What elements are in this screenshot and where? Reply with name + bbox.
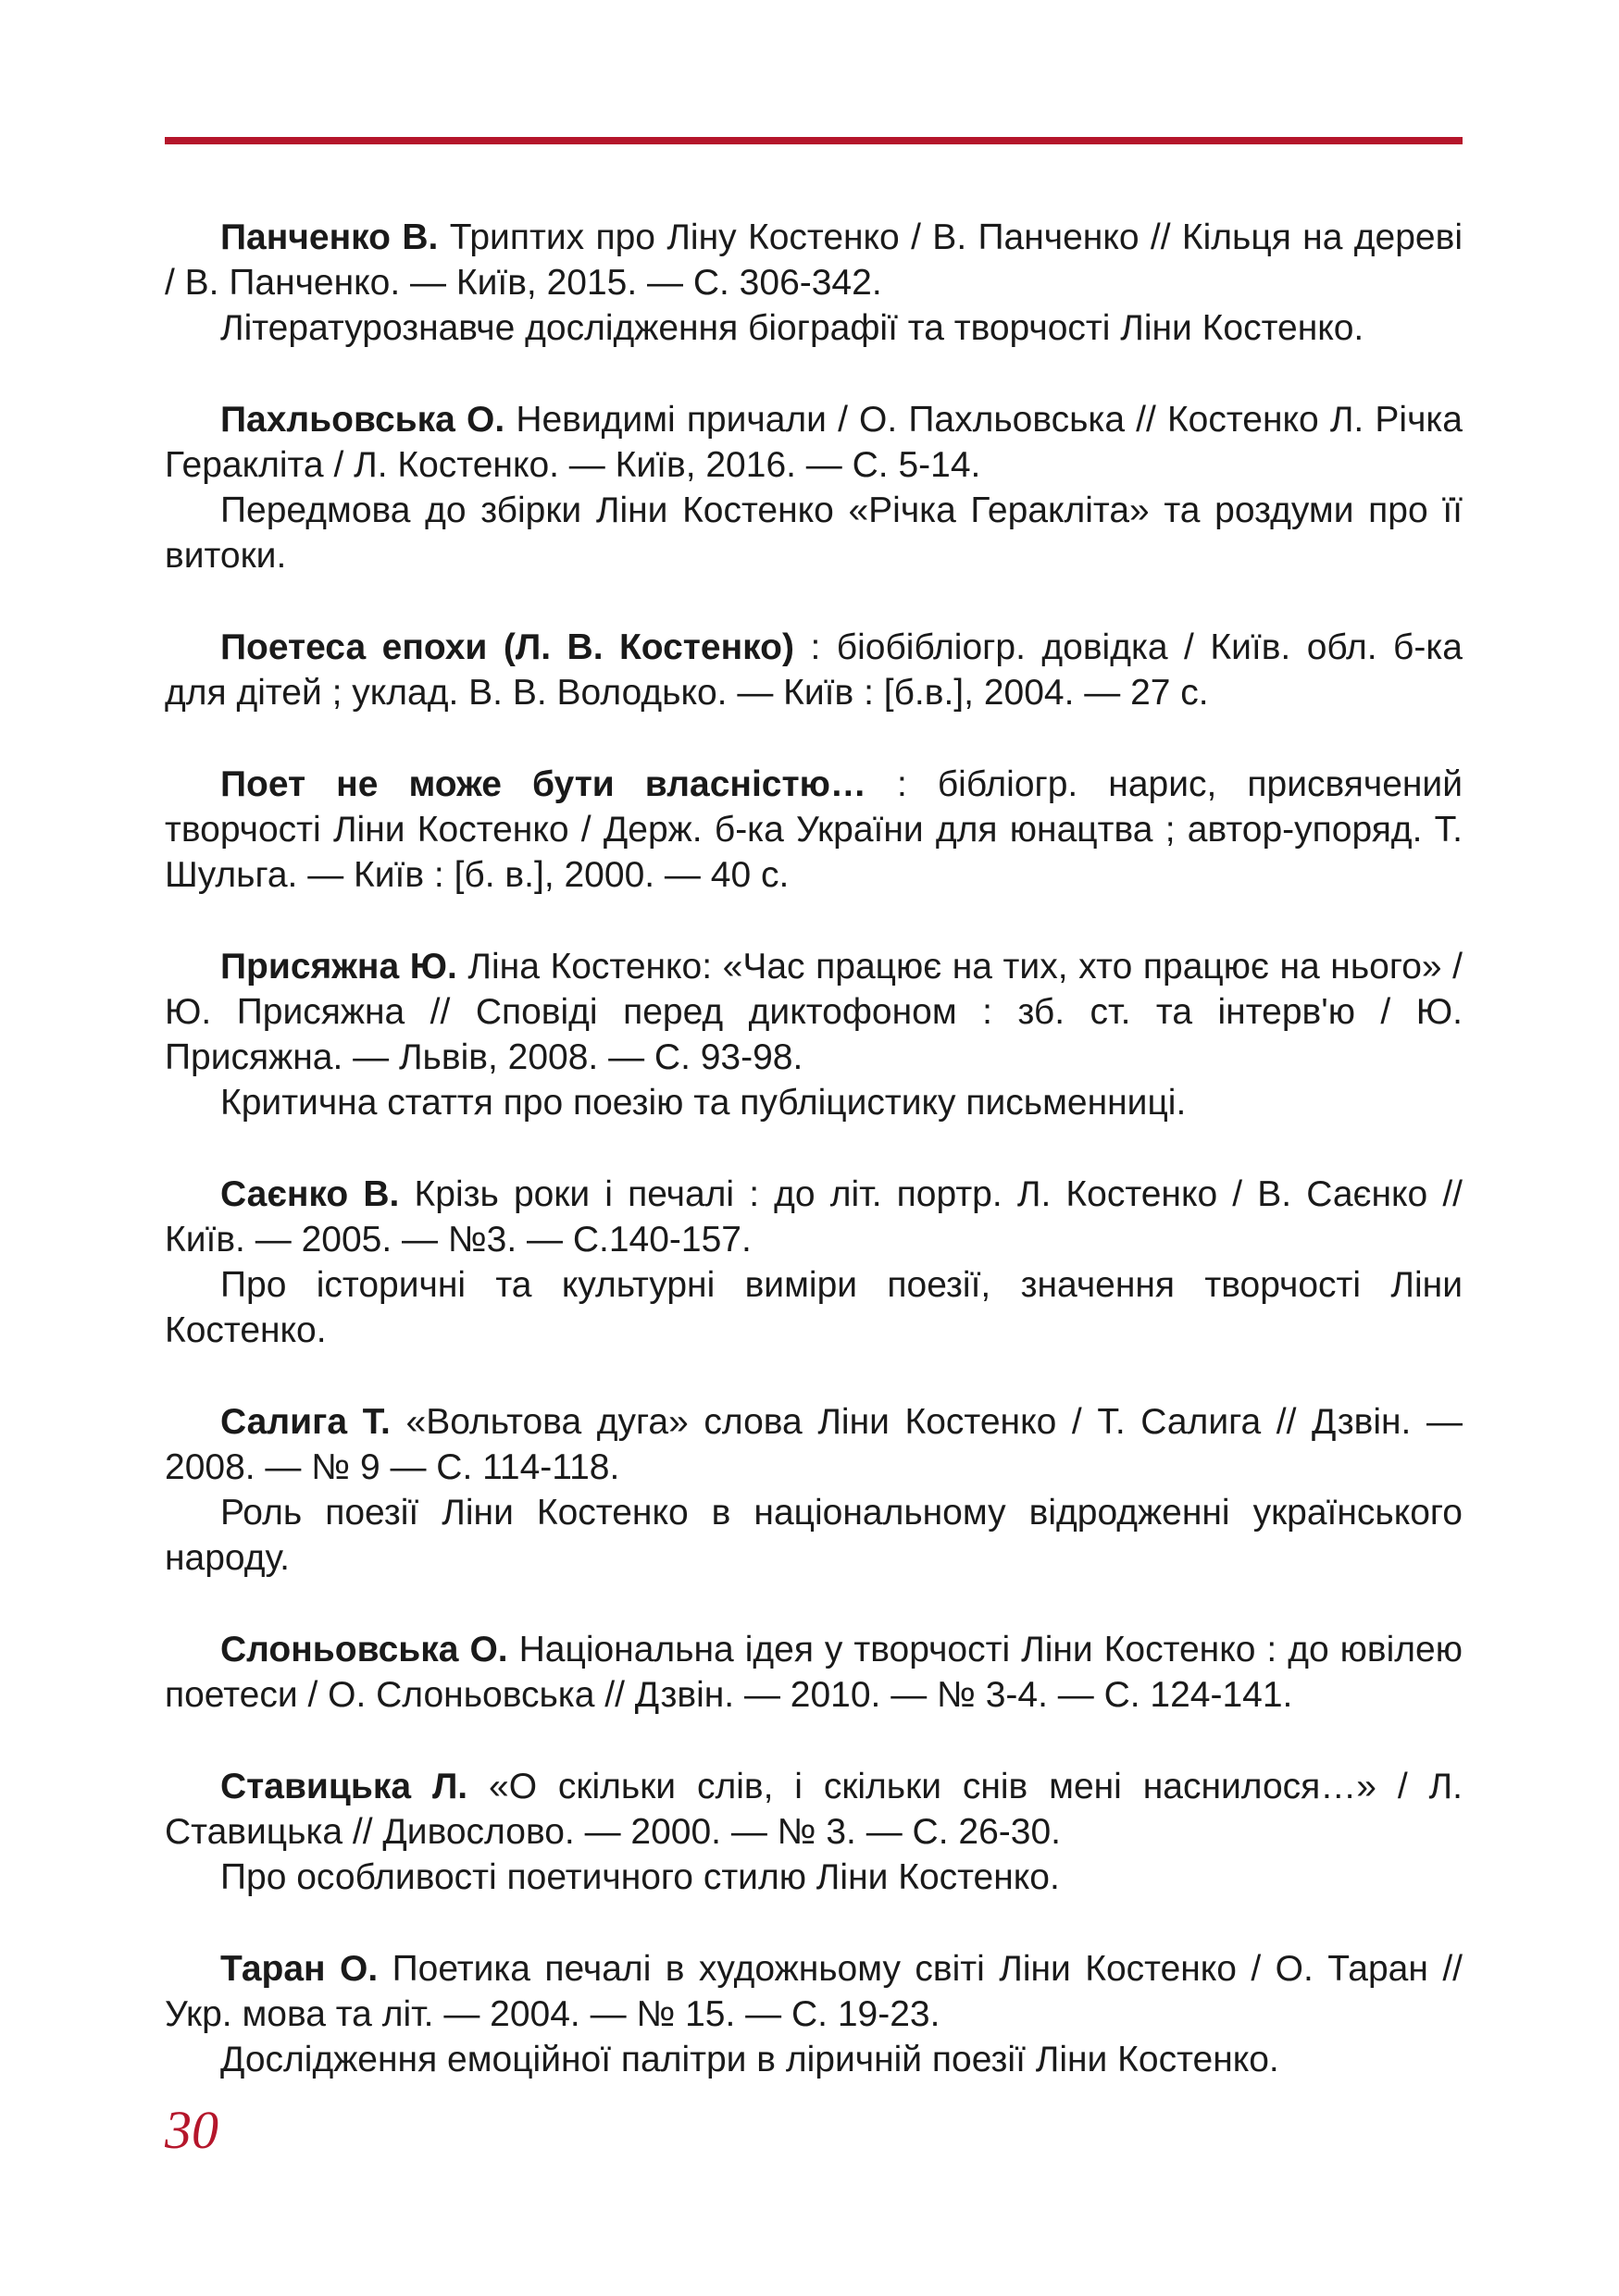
entry-citation-text: Крізь роки і печалі : до літ. портр. Л. Костенко / В. Саєнко // Київ. — 2005. — №3. — С.140-157.: [165, 1174, 1463, 1260]
entry-annotation: Дослідження емоційної палітри в ліричній поезії Ліни Костенко.: [220, 2040, 1279, 2079]
entry-author: Поет не може бути власністю…: [220, 764, 866, 804]
entry-author: Таран О.: [220, 1949, 379, 1989]
entry-annotation: Критична стаття про поезію та публіцистику письменниці.: [220, 1083, 1187, 1123]
entry-annotation: Передмова до збірки Ліни Костенко «Річка Геракліта» та роздуми про її витоки.: [165, 490, 1463, 576]
entry-citation: [165, 215, 1463, 305]
entry-author: Саєнко В.: [220, 1174, 400, 1214]
header-rule: [165, 137, 1463, 144]
bibliography-entry: [165, 1399, 1463, 1581]
entry-citation-text: : бібліогр. нарис, присвячений творчості Ліни Костенко / Держ. б-ка України для юнацтва ; автор-упоряд. Т. Шульга. — Київ : [б. в.], 2000. — 40 с.: [165, 764, 1463, 895]
entry-citation-text: Національна ідея у творчості Ліни Костенко : до ювілею поетеси / О. Слоньовська // Дзвін. — 2010. — № 3-4. — С. 124-141.: [165, 1630, 1463, 1715]
bibliography-entry: [165, 215, 1463, 351]
entry-citation: [165, 944, 1463, 1080]
entry-citation: [165, 1764, 1463, 1855]
bibliography-entry: [165, 397, 1463, 578]
entry-author: Слоньовська О.: [220, 1630, 508, 1669]
bibliography-entry: [165, 1764, 1463, 1900]
entry-citation-text: Триптих про Ліну Костенко / В. Панченко // Кільця на дереві / В. Панченко. — Київ, 2015. — С. 306-342.: [165, 217, 1463, 303]
entry-citation-text: «О скільки слів, і скільки снів мені наснилося…» / Л. Ставицька // Дивослово. — 2000. — № 3. — С. 26-30.: [165, 1767, 1463, 1852]
entry-annotation: Роль поезії Ліни Костенко в національному відродженні українського народу.: [165, 1493, 1463, 1578]
entry-citation: [165, 1946, 1463, 2037]
bibliography-list: [165, 215, 1463, 2128]
entry-author: Панченко В.: [220, 217, 439, 257]
entry-author: Пахльовська О.: [220, 400, 505, 440]
entry-citation-text: Поетика печалі в художньому світі Ліни Костенко / О. Таран // Укр. мова та літ. — 2004. — № 15. — С. 19-23.: [165, 1949, 1463, 2034]
entry-annotation: Літературознавче дослідження біографії та творчості Ліни Костенко.: [220, 308, 1364, 348]
bibliography-entry: [165, 625, 1463, 715]
entry-citation: [165, 1627, 1463, 1718]
entry-citation: [165, 1172, 1463, 1262]
bibliography-entry: [165, 1946, 1463, 2082]
page-number: 30: [165, 2100, 218, 2160]
entry-author: Присяжна Ю.: [220, 947, 457, 987]
entry-citation-text: Ліна Костенко: «Час працює на тих, хто працює на нього» / Ю. Присяжна // Сповіді перед диктофоном : зб. ст. та інтерв'ю / Ю. Присяжна. — Львів, 2008. — С. 93-98.: [165, 947, 1463, 1077]
entry-citation: [165, 397, 1463, 488]
entry-citation-text: : біобібліогр. довідка / Київ. обл. б-ка для дітей ; уклад. В. В. Володько. — Київ : [б.в.], 2004. — 27 с.: [165, 627, 1463, 713]
bibliography-entry: [165, 762, 1463, 898]
bibliography-entry: [165, 1627, 1463, 1718]
entry-citation-text: Невидимі причали / О. Пахльовська // Костенко Л. Річка Геракліта / Л. Костенко. — Київ, 2016. — С. 5-14.: [165, 400, 1463, 485]
entry-author: Ставицька Л.: [220, 1767, 468, 1806]
bibliography-entry: [165, 1172, 1463, 1353]
entry-annotation: Про історичні та культурні виміри поезії, значення творчості Ліни Костенко.: [165, 1265, 1463, 1350]
entry-citation: [165, 625, 1463, 715]
entry-author: Салига Т.: [220, 1402, 391, 1442]
entry-citation: [165, 1399, 1463, 1490]
entry-annotation: Про особливості поетичного стилю Ліни Костенко.: [220, 1857, 1060, 1897]
bibliography-entry: [165, 944, 1463, 1125]
entry-author: Поетеса епохи (Л. В. Костенко): [220, 627, 794, 667]
entry-citation-text: «Вольтова дуга» слова Ліни Костенко / Т. Салига // Дзвін. — 2008. — № 9 — С. 114-118.: [165, 1402, 1463, 1487]
entry-citation: [165, 762, 1463, 898]
